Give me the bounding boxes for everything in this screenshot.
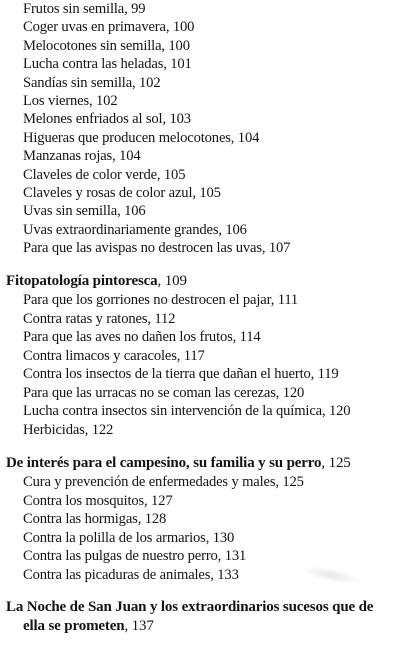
section-title: De interés para el campesino, su familia y su perro bbox=[6, 455, 322, 471]
toc-entry: Uvas extraordinariamente grandes, 106 bbox=[23, 222, 247, 238]
toc-entry: Contra ratas y ratones, 112 bbox=[23, 311, 176, 327]
toc-entry: Melocotones sin semilla, 100 bbox=[23, 38, 190, 54]
toc-entry: Uvas sin semilla, 106 bbox=[23, 203, 146, 219]
toc-entry: Contra limacos y caracoles, 117 bbox=[23, 348, 205, 364]
toc-entry: Contra la polilla de los armarios, 130 bbox=[23, 530, 235, 546]
section-heading bbox=[6, 272, 187, 290]
toc-entry: Lucha contra insectos sin intervención de la química, 120 bbox=[23, 403, 351, 419]
section-page-number: , 137 bbox=[124, 618, 154, 634]
section-title: La Noche de San Juan y los extraordinarios sucesos que de bbox=[6, 599, 374, 615]
toc-entry: Para que las avispas no destrocen las uvas, 107 bbox=[23, 240, 291, 256]
toc-entry: Contra las hormigas, 128 bbox=[23, 511, 167, 527]
toc-entry: Los viernes, 102 bbox=[23, 93, 118, 109]
toc-entry: Para que las urracas no se coman las cerezas, 120 bbox=[23, 385, 305, 401]
toc-entry: Contra los insectos de la tierra que dañan el huerto, 119 bbox=[23, 366, 339, 382]
toc-entry: Herbicidas, 122 bbox=[23, 422, 114, 438]
scan-smudge bbox=[299, 562, 363, 589]
toc-entry: Higueras que producen melocotones, 104 bbox=[23, 130, 260, 146]
section-heading bbox=[6, 454, 351, 472]
toc-entry: Sandías sin semilla, 102 bbox=[23, 75, 161, 91]
toc-entry: Contra las picaduras de animales, 133 bbox=[23, 567, 239, 583]
toc-entry: Para que los gorriones no destrocen el pajar, 111 bbox=[23, 292, 299, 308]
toc-entry: Melones enfriados al sol, 103 bbox=[23, 111, 191, 127]
section-page-number: , 109 bbox=[157, 273, 187, 289]
section-heading-continuation bbox=[23, 617, 154, 635]
toc-entry: Manzanas rojas, 104 bbox=[23, 148, 141, 164]
toc-entry: Frutos sin semilla, 99 bbox=[23, 1, 146, 17]
toc-entry: Coger uvas en primavera, 100 bbox=[23, 19, 195, 35]
toc-entry: Lucha contra las heladas, 101 bbox=[23, 56, 192, 72]
toc-entry: Contra los mosquitos, 127 bbox=[23, 493, 173, 509]
section-heading bbox=[6, 598, 373, 616]
toc-entry: Cura y prevención de enfermedades y males, 125 bbox=[23, 474, 304, 490]
toc-entry: Contra las pulgas de nuestro perro, 131 bbox=[23, 548, 247, 564]
toc-entry: Claveles de color verde, 105 bbox=[23, 167, 186, 183]
toc-entry: Para que las aves no dañen los frutos, 114 bbox=[23, 329, 261, 345]
section-title: ella se prometen bbox=[23, 618, 125, 634]
toc-entry: Claveles y rosas de color azul, 105 bbox=[23, 185, 221, 201]
section-title: Fitopatología pintoresca bbox=[6, 273, 158, 289]
section-page-number: , 125 bbox=[321, 455, 351, 471]
